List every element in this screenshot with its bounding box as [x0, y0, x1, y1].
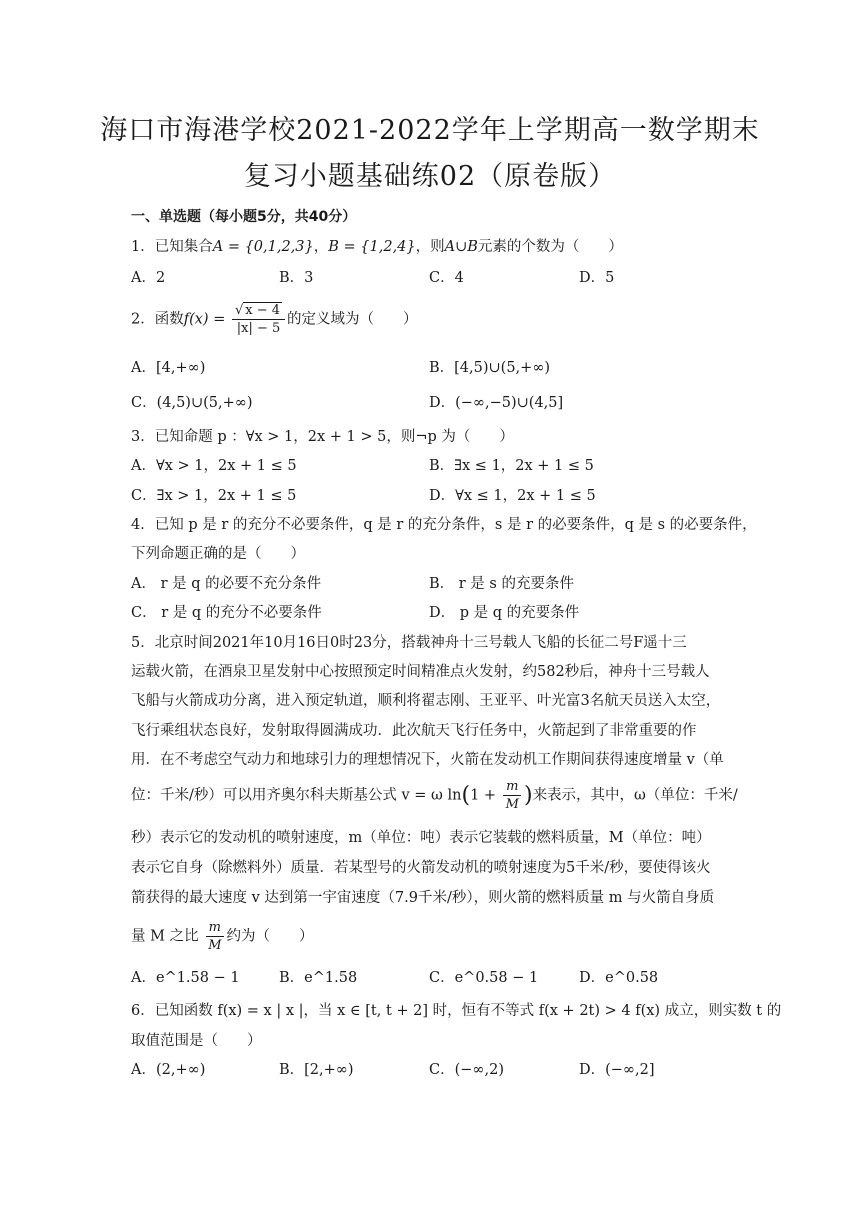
q3-option-c: C．∃x > 1，2x + 1 ≤ 5	[131, 488, 297, 504]
question-5-line-9: 箭获得的最大速度 v 达到第一宇宙速度（7.9千米/秒），则火箭的燃料质量 m 与火箭自身质	[131, 890, 715, 906]
question-5-line-1: 5．北京时间2021年10月16日0时23分，搭载神舟十三号载人飞船的长征二号F遥十三	[131, 635, 687, 651]
question-5-line-2: 运载火箭，在酒泉卫星发射中心按照预定时间精准点火发射，约582秒后，神舟十三号载人	[131, 664, 710, 680]
q2-option-d: D．(−∞,−5)∪(4,5]	[429, 395, 564, 411]
section-heading: 一、单选题（每小题5分，共40分）	[131, 209, 357, 225]
question-6-line-1: 6．已知函数 f(x) = x | x |，当 x ∈ [t, t + 2] 时，恒有不等式 f(x + 2t) > 4 f(x) 成立，则实数 t 的	[131, 1003, 782, 1019]
q5-option-c: C．e^0.58 − 1	[429, 970, 539, 986]
q2-option-a: A．[4,+∞)	[131, 360, 206, 376]
q2-fraction: $\frac{√ x - 4}{|x| - 5}$	[232, 302, 285, 337]
q6-option-b: B．[2,+∞)	[279, 1062, 354, 1078]
q4-option-b: B． r 是 s 的充要条件	[429, 576, 574, 592]
q1-option-c: C．4	[429, 270, 464, 286]
question-6-line-2: 取值范围是（ ）	[131, 1033, 262, 1049]
question-5-formula-line: 位：千米/秒）可以用齐奥尔科夫斯基公式 v = ω ln(1 + $\frac{m}{M}$ )来表示，其中，ω（单位：千米/	[131, 779, 738, 812]
q5-option-d: D．e^0.58	[579, 970, 659, 986]
question-3-stem: 3．已知命题 p ：∀x > 1，2x + 1 > 5，则¬p 为（ ）	[131, 429, 514, 445]
q2-option-b: B．[4,5)∪(5,+∞)	[429, 360, 551, 376]
q6-option-d: D．(−∞,2]	[579, 1062, 655, 1078]
question-5-line-4: 飞行乘组状态良好，发射取得圆满成功．此次航天飞行任务中，火箭起到了非常重要的作	[131, 723, 697, 739]
question-4-line-1: 4．已知 p 是 r 的充分不必要条件，q 是 r 的充分条件，s 是 r 的必要条件，q 是 s 的必要条件，	[131, 517, 757, 533]
q3-option-b: B．∃x ≤ 1，2x + 1 ≤ 5	[429, 458, 594, 474]
q1-option-b: B．3	[279, 270, 314, 286]
question-5-line-5: 用．在不考虑空气动力和地球引力的理想情况下，火箭在发动机工作期间获得速度增量 v（单	[131, 752, 724, 768]
q4-option-c: C． r 是 q 的充分不必要条件	[131, 605, 322, 621]
title-line-2: 复习小题基础练02（原卷版）	[243, 161, 617, 192]
q6-option-c: C．(−∞,2)	[429, 1062, 504, 1078]
question-5-line-3: 飞船与火箭成功分离，进入预定轨道，顺利将翟志刚、王亚平、叶光富3名航天员送入太空，	[131, 693, 721, 709]
question-2-stem: 2．函数f(x) = $\frac{√ x - 4}{|x| - 5}$ 的定义域为（ ）	[131, 303, 418, 336]
q6-option-a: A．(2,+∞)	[131, 1062, 206, 1078]
question-4-line-2: 下列命题正确的是（ ）	[131, 546, 305, 562]
question-5-ratio-line: 量 M 之比 $\frac{m}{M}$ 约为（ ）	[131, 920, 314, 953]
q1-option-d: D．5	[579, 270, 615, 286]
question-1-stem: 1．已知集合A = {0,1,2,3}，B = {1,2,4}，则A∪B元素的个数为（ ）	[131, 239, 623, 255]
q3-option-a: A．∀x > 1，2x + 1 ≤ 5	[131, 458, 297, 474]
title-line-1: 海口市海港学校2021-2022学年上学期高一数学期末	[100, 115, 760, 146]
q5-option-a: A．e^1.58 − 1	[131, 970, 240, 986]
q5-ratio-fraction: $\frac{m}{M}$	[205, 919, 224, 954]
question-5-line-8: 表示它自身（除燃料外）质量．若某型号的火箭发动机的喷射速度为5千米/秒，要使得该火	[131, 860, 711, 876]
q3-option-d: D．∀x ≤ 1，2x + 1 ≤ 5	[429, 488, 596, 504]
q4-option-d: D． p 是 q 的充要条件	[429, 605, 580, 621]
q5-formula-fraction: $\frac{m}{M}$	[503, 778, 522, 813]
q4-option-a: A． r 是 q 的必要不充分条件	[131, 576, 322, 592]
q2-option-c: C．(4,5)∪(5,+∞)	[131, 395, 253, 411]
question-5-line-7: 秒）表示它的发动机的喷射速度，m（单位：吨）表示它装载的燃料质量，M（单位：吨）	[131, 830, 711, 846]
q5-option-b: B．e^1.58	[279, 970, 358, 986]
q1-option-a: A．2	[131, 270, 166, 286]
